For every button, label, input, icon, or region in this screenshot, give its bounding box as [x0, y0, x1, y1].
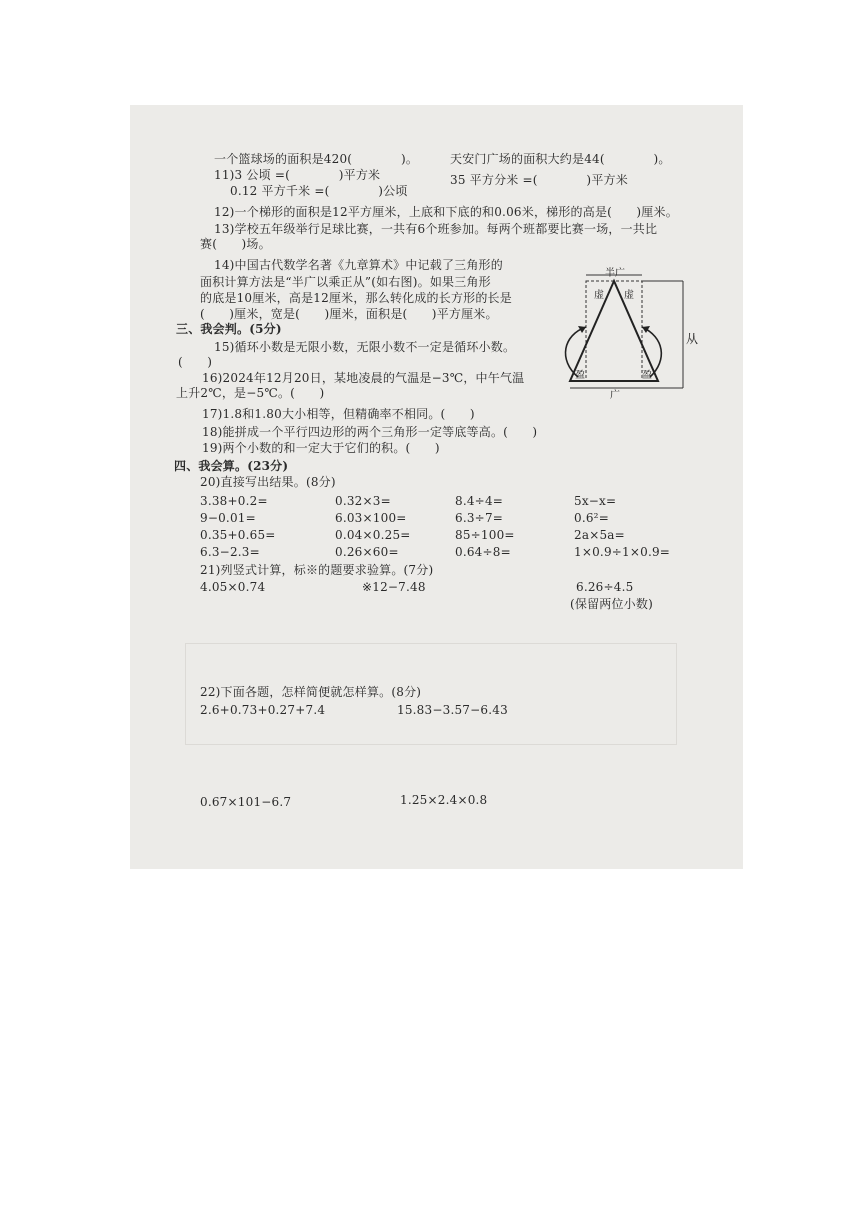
oral-3-2: 0.04×0.25= — [335, 528, 411, 542]
section-three-title: 三、我会判。(5分) — [176, 322, 282, 336]
xu-right-label: 虚 — [624, 290, 634, 301]
simplify-2: 15.83−3.57−6.43 — [397, 703, 508, 717]
oral-2-2: 6.03×100= — [335, 511, 407, 525]
q15-blank: ( ) — [178, 355, 213, 369]
oral-3-1: 0.35+0.65= — [200, 528, 276, 542]
q15: 15)循环小数是无限小数，无限小数不一定是循环小数。 — [214, 340, 516, 354]
oral-2-1: 9−0.01= — [200, 511, 256, 525]
oral-2-3: 6.3÷7= — [455, 511, 504, 525]
q13: 13)学校五年级举行足球比赛，一共有6个班参加。每两个班都要比赛一场，一共比 — [214, 222, 658, 236]
oral-4-4: 1×0.9÷1×0.9= — [574, 545, 671, 559]
oral-1-1: 3.38+0.2= — [200, 494, 268, 508]
oral-4-1: 6.3−2.3= — [200, 545, 260, 559]
oral-1-4: 5x−x= — [574, 494, 617, 508]
ying-left-label: 盈 — [575, 370, 585, 381]
vertical-3-note: (保留两位小数) — [570, 597, 653, 611]
oral-1-2: 0.32×3= — [335, 494, 391, 508]
q14: 14)中国古代数学名著《九章算术》中记载了三角形的 — [214, 258, 503, 272]
q14-line4: ( )厘米，宽是( )厘米，面积是( )平方厘米。 — [200, 307, 498, 321]
q12: 12)一个梯形的面积是12平方厘米，上底和下底的和0.06米，梯形的高是( )厘米。 — [214, 205, 678, 219]
q11-line-b: 35 平方分米 =( )平方米 — [450, 173, 628, 187]
triangle-figure — [558, 265, 698, 400]
q21: 21)列竖式计算，标※的题要求验算。(7分) — [200, 563, 434, 577]
base-label: 广 — [610, 390, 620, 400]
q14-line3: 的底是10厘米，高是12厘米，那么转化成的长方形的长是 — [200, 291, 512, 305]
vertical-2: ※12−7.48 — [362, 580, 426, 594]
q11-line: 11)3 公顷 =( )平方米 — [214, 168, 381, 182]
q17: 17)1.8和1.80大小相等，但精确率不相同。( ) — [202, 407, 475, 421]
q13-cont: 赛( )场。 — [200, 237, 271, 251]
half-base-label: 半广 — [605, 268, 625, 279]
oral-4-3: 0.64÷8= — [455, 545, 511, 559]
oral-1-3: 8.4÷4= — [455, 494, 504, 508]
simplify-1: 2.6+0.73+0.27+7.4 — [200, 703, 326, 717]
q18: 18)能拼成一个平行四边形的两个三角形一定等底等高。( ) — [202, 425, 538, 439]
oral-3-4: 2a×5a= — [574, 528, 625, 542]
q16: 16)2024年12月20日，某地凌晨的气温是−3℃，中午气温 — [202, 371, 525, 385]
ying-right-label: 盈 — [642, 370, 652, 381]
oral-4-2: 0.26×60= — [335, 545, 399, 559]
worksheet-photo — [130, 105, 743, 869]
q10-line-b: 天安门广场的面积大约是44( )。 — [450, 152, 671, 166]
q11-line-c: 0.12 平方千米 =( )公顷 — [230, 184, 408, 198]
q16-cont: 上升2℃，是−5℃。( ) — [176, 386, 325, 400]
simplify-4: 1.25×2.4×0.8 — [400, 793, 488, 807]
vertical-3: 6.26÷4.5 — [576, 580, 634, 594]
oral-3-3: 85÷100= — [455, 528, 515, 542]
q20: 20)直接写出结果。(8分) — [200, 475, 336, 489]
q14-line2: 面积计算方法是“半广以乘正从”(如右图)。如果三角形 — [200, 275, 491, 289]
xu-left-label: 虚 — [594, 290, 604, 301]
simplify-3: 0.67×101−6.7 — [200, 795, 292, 809]
height-label: 从 — [686, 332, 698, 346]
oral-2-4: 0.6²= — [574, 511, 609, 525]
q22: 22)下面各题，怎样简便就怎样算。(8分) — [200, 685, 422, 699]
triangle-diagram — [558, 265, 698, 400]
vertical-1: 4.05×0.74 — [200, 580, 266, 594]
q10-line: 一个篮球场的面积是420( )。 — [214, 152, 419, 166]
q19: 19)两个小数的和一定大于它们的积。( ) — [202, 441, 440, 455]
section-four-title: 四、我会算。(23分) — [174, 459, 289, 473]
